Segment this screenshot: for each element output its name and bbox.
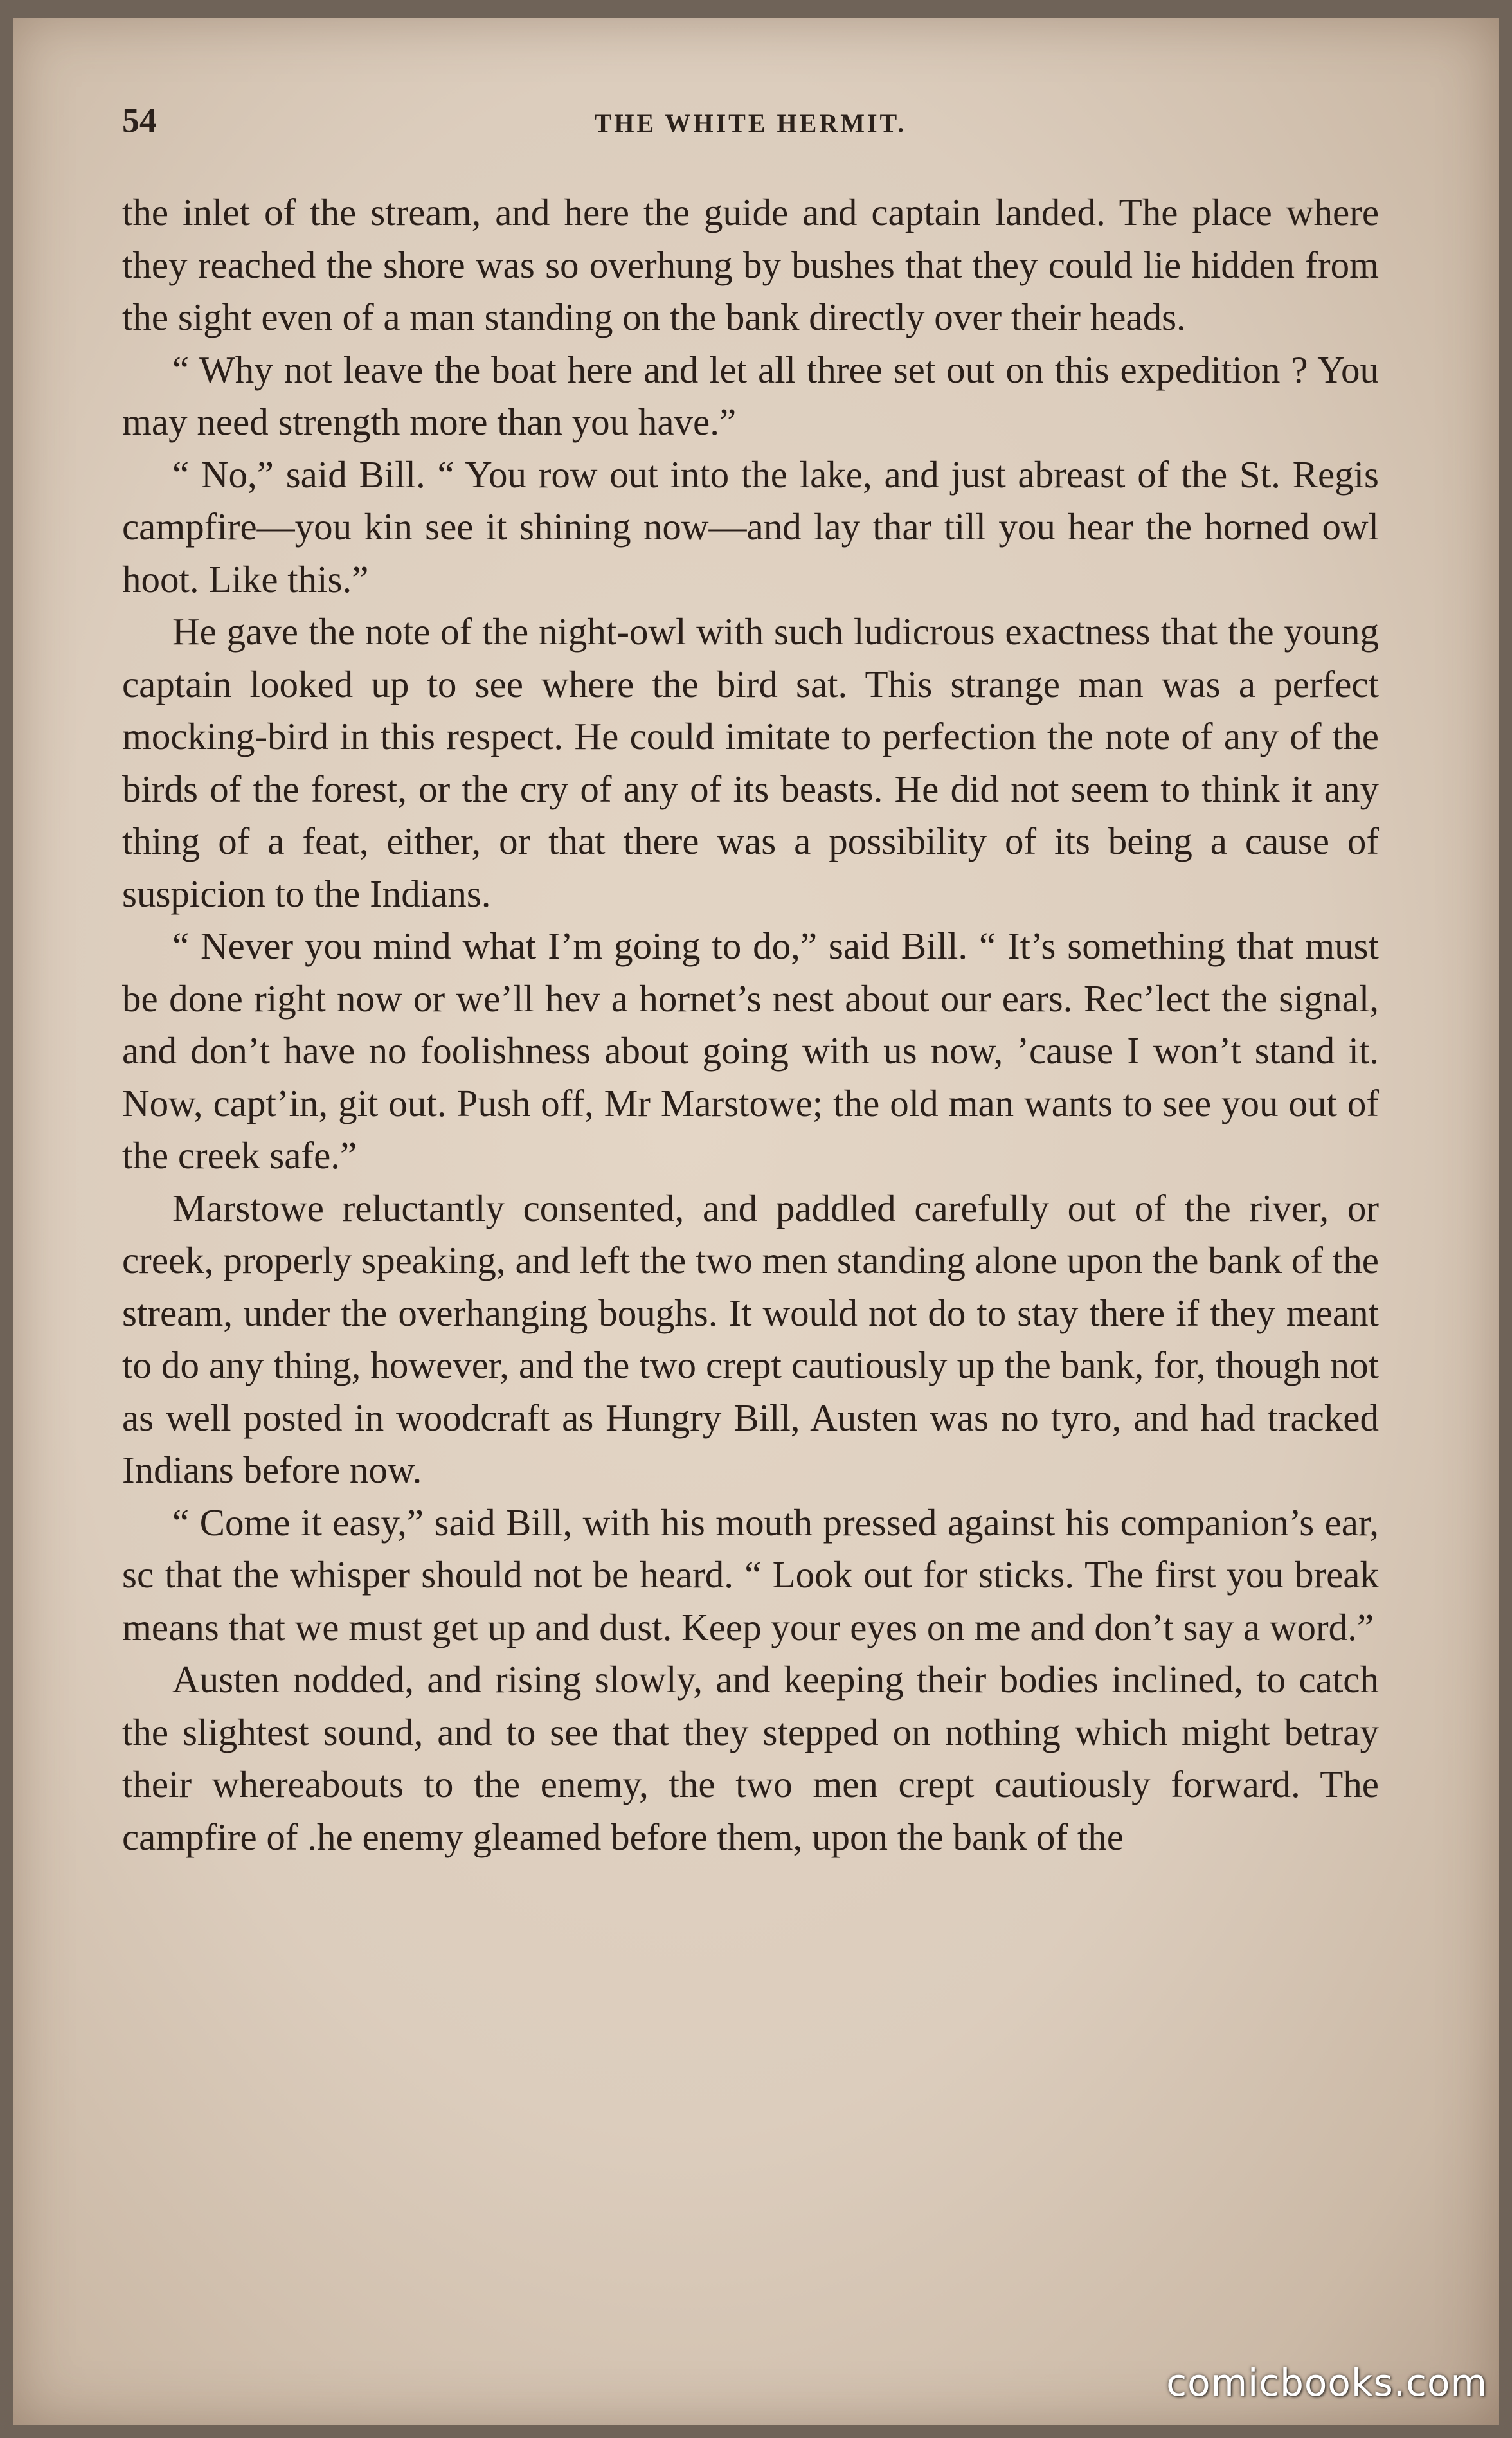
body-text: [122, 186, 1379, 1863]
paragraph: “ Never you mind what I’m going to do,” said Bill. “ It’s something that must be done right now or we’ll hev a hornet’s nest about our ears. Rec’lect the signal, and don’t have no foolishness about going with us now, ’cause I won’t stand it. Now, capt’in, git out. Push off, Mr Marstowe; the old man wants to see you out of the creek safe.”: [122, 925, 1379, 1177]
watermark: comicbooks.com: [1166, 2361, 1488, 2405]
running-head: [122, 100, 1379, 152]
running-title: THE WHITE HERMIT.: [594, 109, 907, 138]
paragraph: He gave the note of the night-owl with such ludicrous exactness that the young captain looked up to see where the bird sat. This strange man was a perfect mocking-bird in this respect. He could imitate to perfection the note of any of the birds of the forest, or the cry of any of its beasts. He did not seem to think it any thing of a feat, either, or that there was a possibility of its being a cause of suspicion to the Indians.: [122, 610, 1379, 915]
paragraph: “ Why not leave the boat here and let all three set out on this expedition ? You may need strength more than you have.”: [122, 348, 1379, 443]
paragraph: Marstowe reluctantly consented, and paddled carefully out of the river, or creek, properly speaking, and left the two men standing alone upon the bank of the stream, under the overhanging boughs. It would not do to stay there if they meant to do any thing, however, and the two crept cautiously up the bank, for, though not as well posted in woodcraft as Hungry Bill, Austen was no tyro, and had tracked Indians before now.: [122, 1186, 1379, 1491]
paragraph: “ No,” said Bill. “ You row out into the lake, and just abreast of the St. Regis campfire—you kin see it shining now—and lay thar till you hear the horned owl hoot. Like this.”: [122, 453, 1379, 600]
paragraph: Austen nodded, and rising slowly, and keeping their bodies inclined, to catch the slightest sound, and to see that they stepped on nothing which might betray their whereabouts to the enemy, the two men crept cautiously forward. The campfire of .he enemy gleamed before them, upon the bank of the: [122, 1658, 1379, 1858]
paragraph: the inlet of the stream, and here the guide and captain landed. The place where they reached the shore was so overhung by bushes that they could lie hidden from the sight even of a man standing on the bank directly over their heads.: [122, 191, 1379, 338]
book-page: [13, 18, 1499, 2425]
page-number: 54: [122, 101, 157, 140]
paragraph: “ Come it easy,” said Bill, with his mouth pressed against his companion’s ear, sc that the whisper should not be heard. “ Look out for sticks. The first you break means that we must get up and dust. Keep your eyes on me and don’t say a word.”: [122, 1501, 1379, 1648]
